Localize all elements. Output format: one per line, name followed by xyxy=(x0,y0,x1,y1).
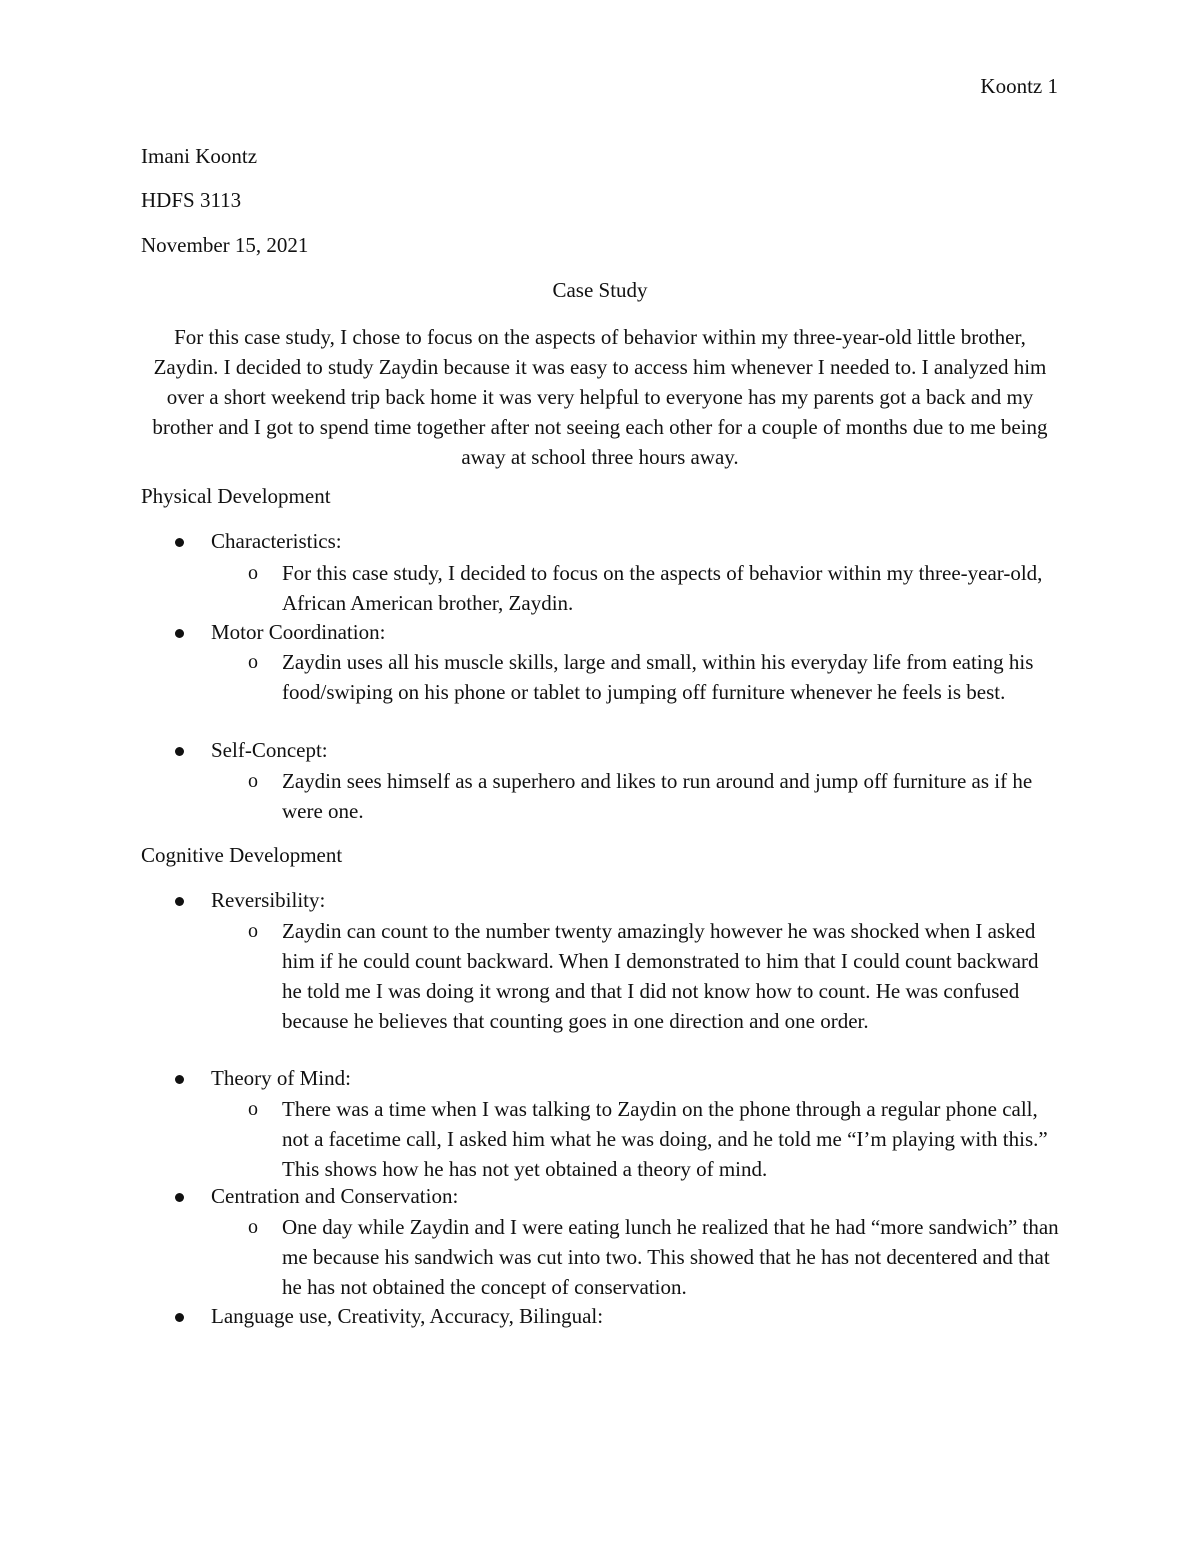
intro-paragraph: For this case study, I chose to focus on the aspects of behavior within my three-year-old little brother, Zaydin. I decided to study Zaydin because it was easy to access him whenever I needed to. I analyzed him over a short weekend trip back home it was very helpful to everyone has my parents got a back and my brother and I got to spend time together after not seeing each other for a couple of months due to me being away at school three hours away. xyxy=(152,325,1048,469)
section-heading-cognitive: Cognitive Development xyxy=(141,843,343,867)
bullet-self-concept: Self-Concept: xyxy=(211,738,328,762)
sub-bullet-marker: o xyxy=(248,1098,258,1120)
document-title: Case Study xyxy=(552,278,648,302)
sub-bullet-marker: o xyxy=(248,920,258,942)
page-header: Koontz 1 xyxy=(980,74,1058,98)
sub-item-text: One day while Zaydin and I were eating lunch he realized that he had “more sandwich” than me because his sandwich was cut into two. This showed that he has not decentered and that he has not obtained the concept of conservation. xyxy=(282,1215,1059,1299)
sub-bullet-marker: o xyxy=(248,562,258,584)
bullet-motor-coordination: Motor Coordination: xyxy=(211,620,386,644)
sub-item-motor-coordination xyxy=(248,647,1062,707)
sub-item-text: There was a time when I was talking to Zaydin on the phone through a regular phone call, not a facetime call, I asked him what he was doing, and he told me “I’m playing with this.” This shows how he has not yet obtained a theory of mind. xyxy=(282,1097,1048,1181)
bullet-reversibility: Reversibility: xyxy=(211,888,326,912)
sub-item-theory-of-mind xyxy=(248,1094,1062,1184)
sub-item-centration-conservation xyxy=(248,1212,1062,1302)
sub-bullet-marker: o xyxy=(248,770,258,792)
sub-item-self-concept xyxy=(248,766,1062,826)
course-code: HDFS 3113 xyxy=(141,188,242,212)
document-date: November 15, 2021 xyxy=(141,233,309,257)
sub-item-text: For this case study, I decided to focus on the aspects of behavior within my three-year-old, African American brother, Zaydin. xyxy=(282,561,1043,615)
section-heading-physical: Physical Development xyxy=(141,484,331,508)
bullet-theory-of-mind: Theory of Mind: xyxy=(211,1066,351,1090)
sub-bullet-marker: o xyxy=(248,651,258,673)
bullet-language-use: Language use, Creativity, Accuracy, Bilingual: xyxy=(211,1304,604,1328)
sub-item-text: Zaydin can count to the number twenty amazingly however he was shocked when I asked him if he could count backward. When I demonstrated to him that I could count backward he told me I was doing it wrong and that I did not know how to count. He was confused because he believes that counting goes in one direction and one order. xyxy=(282,919,1039,1033)
author-name: Imani Koontz xyxy=(141,144,258,168)
bullet-centration-conservation: Centration and Conservation: xyxy=(211,1184,459,1208)
sub-item-text: Zaydin sees himself as a superhero and likes to run around and jump off furniture as if he were one. xyxy=(282,769,1033,823)
sub-bullet-marker: o xyxy=(248,1216,258,1238)
sub-item-text: Zaydin uses all his muscle skills, large and small, within his everyday life from eating his food/swiping on his phone or tablet to jumping off furniture whenever he feels is best. xyxy=(282,650,1034,704)
sub-item-reversibility xyxy=(248,916,1062,1036)
bullet-characteristics: Characteristics: xyxy=(211,529,342,553)
sub-item-characteristics xyxy=(248,558,1062,618)
